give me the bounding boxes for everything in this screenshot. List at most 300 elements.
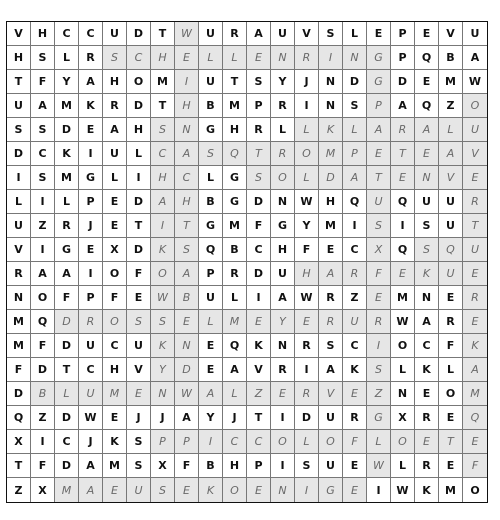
grid-cell[interactable]: P [79, 190, 103, 214]
grid-cell[interactable]: S [295, 454, 319, 478]
grid-cell[interactable]: Q [199, 238, 223, 262]
grid-cell[interactable]: G [319, 478, 343, 502]
grid-cell[interactable]: S [31, 118, 55, 142]
grid-cell[interactable]: A [175, 262, 199, 286]
grid-cell[interactable]: R [271, 358, 295, 382]
grid-cell[interactable]: X [391, 406, 415, 430]
grid-cell[interactable]: V [127, 358, 151, 382]
grid-cell[interactable]: C [79, 22, 103, 46]
grid-cell[interactable]: B [199, 190, 223, 214]
grid-cell[interactable]: E [247, 478, 271, 502]
grid-cell[interactable]: R [271, 142, 295, 166]
grid-cell[interactable]: D [7, 142, 31, 166]
grid-cell[interactable]: F [367, 262, 391, 286]
grid-cell[interactable]: M [223, 214, 247, 238]
grid-cell[interactable]: U [271, 22, 295, 46]
grid-cell[interactable]: L [199, 166, 223, 190]
grid-cell[interactable]: O [103, 310, 127, 334]
grid-cell[interactable]: A [319, 262, 343, 286]
grid-cell[interactable]: T [391, 142, 415, 166]
grid-cell[interactable]: U [463, 238, 487, 262]
grid-cell[interactable]: V [439, 22, 463, 46]
grid-cell[interactable]: Y [55, 70, 79, 94]
grid-cell[interactable]: I [31, 190, 55, 214]
grid-cell[interactable]: S [343, 94, 367, 118]
grid-cell[interactable]: F [439, 334, 463, 358]
grid-cell[interactable]: H [151, 46, 175, 70]
grid-cell[interactable]: N [415, 286, 439, 310]
grid-cell[interactable]: B [199, 454, 223, 478]
grid-cell[interactable]: E [319, 238, 343, 262]
grid-cell[interactable]: T [247, 142, 271, 166]
grid-cell[interactable]: F [55, 286, 79, 310]
grid-cell[interactable]: O [470, 483, 480, 497]
grid-cell[interactable]: Z [439, 94, 463, 118]
grid-cell[interactable]: O [271, 430, 295, 454]
grid-cell[interactable]: R [343, 406, 367, 430]
grid-cell[interactable]: P [151, 430, 175, 454]
grid-cell[interactable]: Z [31, 214, 55, 238]
grid-cell[interactable]: Z [247, 382, 271, 406]
grid-cell[interactable]: S [415, 238, 439, 262]
grid-cell[interactable]: S [31, 46, 55, 70]
grid-cell[interactable]: H [127, 118, 151, 142]
grid-cell[interactable]: R [55, 214, 79, 238]
grid-cell[interactable]: G [367, 70, 391, 94]
grid-cell[interactable]: B [199, 94, 223, 118]
grid-cell[interactable]: Q [415, 94, 439, 118]
grid-cell[interactable]: W [367, 454, 391, 478]
grid-cell[interactable]: O [391, 430, 415, 454]
grid-cell[interactable]: H [7, 46, 31, 70]
grid-cell[interactable]: C [415, 334, 439, 358]
grid-cell[interactable]: X [7, 430, 31, 454]
grid-cell[interactable]: P [247, 454, 271, 478]
grid-cell[interactable]: V [7, 238, 31, 262]
grid-cell[interactable]: K [151, 238, 175, 262]
grid-cell[interactable]: P [247, 94, 271, 118]
grid-cell[interactable]: L [295, 430, 319, 454]
grid-cell[interactable]: A [151, 190, 175, 214]
grid-cell[interactable]: H [103, 358, 127, 382]
grid-cell[interactable]: O [391, 334, 415, 358]
grid-cell[interactable]: A [31, 262, 55, 286]
grid-cell[interactable]: R [103, 94, 127, 118]
grid-cell[interactable]: K [415, 478, 439, 502]
grid-cell[interactable]: R [319, 310, 343, 334]
grid-cell[interactable]: M [151, 70, 175, 94]
grid-cell[interactable]: K [79, 94, 103, 118]
grid-cell[interactable]: A [55, 262, 79, 286]
grid-cell[interactable]: L [391, 454, 415, 478]
grid-cell[interactable]: P [391, 22, 415, 46]
grid-cell[interactable]: D [247, 262, 271, 286]
grid-cell[interactable]: A [175, 142, 199, 166]
grid-cell[interactable]: H [271, 238, 295, 262]
grid-cell[interactable]: G [367, 46, 391, 70]
grid-cell[interactable]: E [415, 382, 439, 406]
grid-cell[interactable]: F [103, 286, 127, 310]
grid-cell[interactable]: E [247, 46, 271, 70]
grid-cell[interactable]: E [247, 310, 271, 334]
grid-cell[interactable]: R [343, 262, 367, 286]
grid-cell[interactable]: E [391, 166, 415, 190]
grid-cell[interactable]: Q [343, 190, 367, 214]
grid-cell[interactable]: A [175, 406, 199, 430]
grid-cell[interactable]: F [295, 238, 319, 262]
grid-cell[interactable]: H [223, 454, 247, 478]
grid-cell[interactable]: R [463, 190, 487, 214]
grid-cell[interactable]: K [55, 142, 79, 166]
grid-cell[interactable]: K [199, 478, 223, 502]
grid-cell[interactable]: M [439, 70, 463, 94]
grid-cell[interactable]: S [319, 22, 343, 46]
grid-cell[interactable]: E [367, 142, 391, 166]
grid-cell[interactable]: O [223, 478, 247, 502]
grid-cell[interactable]: T [439, 430, 463, 454]
grid-cell[interactable]: S [127, 310, 151, 334]
grid-cell[interactable]: M [439, 478, 463, 502]
grid-cell[interactable]: M [223, 94, 247, 118]
grid-cell[interactable]: R [295, 382, 319, 406]
grid-cell[interactable]: L [391, 358, 415, 382]
grid-cell[interactable]: C [151, 142, 175, 166]
grid-cell[interactable]: Q [223, 334, 247, 358]
grid-cell[interactable]: H [223, 118, 247, 142]
grid-cell[interactable]: F [175, 454, 199, 478]
grid-cell[interactable]: I [367, 478, 391, 502]
grid-cell[interactable]: S [151, 118, 175, 142]
grid-cell[interactable]: P [79, 286, 103, 310]
grid-cell[interactable]: A [31, 94, 55, 118]
grid-cell[interactable]: Z [343, 286, 367, 310]
grid-cell[interactable]: W [463, 70, 487, 94]
grid-cell[interactable]: N [175, 334, 199, 358]
grid-cell[interactable]: E [463, 430, 487, 454]
grid-cell[interactable]: I [295, 94, 319, 118]
grid-cell[interactable]: E [199, 358, 223, 382]
grid-cell[interactable]: A [79, 454, 103, 478]
grid-cell[interactable]: D [7, 382, 31, 406]
grid-cell[interactable]: A [415, 310, 439, 334]
grid-cell[interactable]: N [271, 478, 295, 502]
grid-cell[interactable]: W [295, 190, 319, 214]
grid-cell[interactable]: H [295, 262, 319, 286]
grid-cell[interactable]: H [103, 70, 127, 94]
grid-cell[interactable]: I [31, 238, 55, 262]
grid-cell[interactable]: Q [223, 142, 247, 166]
grid-cell[interactable]: I [391, 214, 415, 238]
grid-cell[interactable]: E [439, 286, 463, 310]
grid-cell[interactable]: M [103, 454, 127, 478]
grid-cell[interactable]: A [223, 358, 247, 382]
grid-cell[interactable]: E [295, 310, 319, 334]
grid-cell[interactable]: Q [463, 406, 487, 430]
grid-cell[interactable]: C [127, 46, 151, 70]
grid-cell[interactable]: D [391, 70, 415, 94]
grid-cell[interactable]: I [31, 430, 55, 454]
grid-cell[interactable]: F [31, 70, 55, 94]
grid-cell[interactable]: L [439, 118, 463, 142]
grid-cell[interactable]: C [247, 430, 271, 454]
grid-cell[interactable]: C [79, 358, 103, 382]
grid-cell[interactable]: D [127, 238, 151, 262]
grid-cell[interactable]: I [79, 142, 103, 166]
grid-cell[interactable]: D [55, 118, 79, 142]
grid-cell[interactable]: A [463, 46, 487, 70]
grid-cell[interactable]: L [55, 190, 79, 214]
grid-cell[interactable]: K [247, 334, 271, 358]
grid-cell[interactable]: S [415, 214, 439, 238]
grid-cell[interactable]: S [127, 454, 151, 478]
grid-cell[interactable]: R [391, 118, 415, 142]
grid-cell[interactable]: N [343, 46, 367, 70]
grid-cell[interactable]: L [103, 166, 127, 190]
grid-cell[interactable]: Y [271, 310, 295, 334]
grid-cell[interactable]: A [343, 166, 367, 190]
grid-cell[interactable]: I [199, 430, 223, 454]
grid-cell[interactable]: L [271, 118, 295, 142]
grid-cell[interactable]: E [463, 310, 487, 334]
grid-cell[interactable]: P [367, 94, 391, 118]
grid-cell[interactable]: K [103, 430, 127, 454]
grid-cell[interactable]: I [295, 478, 319, 502]
grid-cell[interactable]: R [271, 94, 295, 118]
grid-cell[interactable]: S [103, 46, 127, 70]
grid-cell[interactable]: J [79, 214, 103, 238]
grid-cell[interactable]: O [439, 382, 463, 406]
grid-cell[interactable]: W [175, 382, 199, 406]
grid-cell[interactable]: K [415, 358, 439, 382]
grid-cell[interactable]: U [319, 454, 343, 478]
grid-cell[interactable]: E [343, 454, 367, 478]
grid-cell[interactable]: I [343, 214, 367, 238]
grid-cell[interactable]: E [175, 46, 199, 70]
grid-cell[interactable]: C [55, 22, 79, 46]
grid-cell[interactable]: E [127, 286, 151, 310]
grid-cell[interactable]: D [55, 406, 79, 430]
grid-cell[interactable]: W [151, 286, 175, 310]
grid-cell[interactable]: C [343, 334, 367, 358]
grid-cell[interactable]: E [199, 334, 223, 358]
grid-cell[interactable]: M [463, 382, 487, 406]
grid-cell[interactable]: W [175, 22, 199, 46]
grid-cell[interactable]: R [295, 46, 319, 70]
grid-cell[interactable]: O [463, 94, 487, 118]
grid-cell[interactable]: P [343, 142, 367, 166]
grid-cell[interactable]: N [391, 382, 415, 406]
grid-cell[interactable]: M [55, 478, 79, 502]
grid-cell[interactable]: F [247, 214, 271, 238]
grid-cell[interactable]: M [103, 382, 127, 406]
grid-cell[interactable]: E [175, 478, 199, 502]
grid-cell[interactable]: C [223, 430, 247, 454]
grid-cell[interactable]: E [415, 142, 439, 166]
grid-cell[interactable]: M [7, 310, 31, 334]
grid-cell[interactable]: O [151, 262, 175, 286]
grid-cell[interactable]: L [223, 382, 247, 406]
grid-cell[interactable]: L [223, 286, 247, 310]
grid-cell[interactable]: J [79, 430, 103, 454]
grid-cell[interactable]: G [55, 238, 79, 262]
grid-cell[interactable]: X [103, 238, 127, 262]
grid-cell[interactable]: I [271, 454, 295, 478]
grid-cell[interactable]: E [103, 406, 127, 430]
grid-cell[interactable]: U [199, 70, 223, 94]
grid-cell[interactable]: L [439, 358, 463, 382]
grid-cell[interactable]: M [319, 214, 343, 238]
grid-cell[interactable]: A [319, 358, 343, 382]
grid-cell[interactable]: S [199, 142, 223, 166]
grid-cell[interactable]: E [391, 262, 415, 286]
grid-cell[interactable]: G [271, 214, 295, 238]
grid-cell[interactable]: C [103, 334, 127, 358]
grid-cell[interactable]: T [151, 94, 175, 118]
grid-cell[interactable]: M [7, 334, 31, 358]
grid-cell[interactable]: U [79, 382, 103, 406]
grid-cell[interactable]: P [175, 430, 199, 454]
grid-cell[interactable]: T [367, 166, 391, 190]
grid-cell[interactable]: K [343, 358, 367, 382]
grid-cell[interactable]: O [295, 142, 319, 166]
grid-cell[interactable]: S [367, 214, 391, 238]
grid-cell[interactable]: U [463, 22, 487, 46]
grid-cell[interactable]: L [343, 22, 367, 46]
grid-cell[interactable]: U [439, 262, 463, 286]
grid-cell[interactable]: V [247, 358, 271, 382]
grid-cell[interactable]: U [7, 214, 31, 238]
grid-cell[interactable]: R [79, 310, 103, 334]
grid-cell[interactable]: W [79, 406, 103, 430]
grid-cell[interactable]: I [247, 286, 271, 310]
grid-cell[interactable]: M [391, 286, 415, 310]
grid-cell[interactable]: U [199, 286, 223, 310]
grid-cell[interactable]: M [319, 142, 343, 166]
grid-cell[interactable]: R [223, 22, 247, 46]
grid-cell[interactable]: C [247, 238, 271, 262]
grid-cell[interactable]: T [55, 358, 79, 382]
grid-cell[interactable]: Q [391, 190, 415, 214]
grid-cell[interactable]: K [463, 334, 487, 358]
grid-cell[interactable]: I [7, 166, 31, 190]
grid-cell[interactable]: S [151, 478, 175, 502]
grid-cell[interactable]: D [295, 406, 319, 430]
grid-cell[interactable]: M [55, 166, 79, 190]
grid-cell[interactable]: L [367, 430, 391, 454]
grid-cell[interactable]: R [247, 118, 271, 142]
grid-cell[interactable]: S [127, 430, 151, 454]
grid-cell[interactable]: G [367, 406, 391, 430]
grid-cell[interactable]: O [127, 70, 151, 94]
grid-cell[interactable]: N [271, 190, 295, 214]
grid-cell[interactable]: R [367, 310, 391, 334]
grid-cell[interactable]: E [415, 22, 439, 46]
grid-cell[interactable]: H [151, 166, 175, 190]
grid-cell[interactable]: K [415, 262, 439, 286]
grid-cell[interactable]: F [31, 454, 55, 478]
grid-cell[interactable]: V [439, 166, 463, 190]
grid-cell[interactable]: S [319, 334, 343, 358]
grid-cell[interactable]: R [415, 406, 439, 430]
grid-cell[interactable]: D [175, 358, 199, 382]
grid-cell[interactable]: F [343, 430, 367, 454]
grid-cell[interactable]: V [463, 142, 487, 166]
grid-cell[interactable]: D [319, 166, 343, 190]
grid-cell[interactable]: E [343, 478, 367, 502]
grid-cell[interactable]: I [127, 166, 151, 190]
grid-cell[interactable]: I [175, 70, 199, 94]
grid-cell[interactable]: Z [7, 478, 31, 502]
grid-cell[interactable]: M [55, 94, 79, 118]
grid-cell[interactable]: N [415, 166, 439, 190]
grid-cell[interactable]: S [31, 166, 55, 190]
grid-cell[interactable]: N [175, 118, 199, 142]
grid-cell[interactable]: R [223, 262, 247, 286]
grid-cell[interactable]: R [7, 262, 31, 286]
grid-cell[interactable]: D [127, 94, 151, 118]
grid-cell[interactable]: U [7, 94, 31, 118]
grid-cell[interactable]: M [223, 310, 247, 334]
grid-cell[interactable]: N [151, 382, 175, 406]
grid-cell[interactable]: K [319, 118, 343, 142]
grid-cell[interactable]: N [271, 334, 295, 358]
grid-cell[interactable]: Q [439, 238, 463, 262]
grid-cell[interactable]: U [415, 190, 439, 214]
grid-cell[interactable]: Y [295, 214, 319, 238]
grid-cell[interactable]: H [319, 190, 343, 214]
grid-cell[interactable]: U [127, 478, 151, 502]
grid-cell[interactable]: G [223, 166, 247, 190]
grid-cell[interactable]: S [247, 70, 271, 94]
grid-cell[interactable]: F [7, 358, 31, 382]
grid-cell[interactable]: L [199, 46, 223, 70]
grid-cell[interactable]: L [199, 310, 223, 334]
grid-cell[interactable]: N [319, 70, 343, 94]
grid-cell[interactable]: E [439, 406, 463, 430]
grid-cell[interactable]: R [295, 334, 319, 358]
grid-cell[interactable]: D [247, 190, 271, 214]
grid-cell[interactable]: D [55, 454, 79, 478]
grid-cell[interactable]: L [7, 190, 31, 214]
grid-cell[interactable]: B [439, 46, 463, 70]
grid-cell[interactable]: D [31, 358, 55, 382]
grid-cell[interactable]: K [151, 334, 175, 358]
grid-cell[interactable]: E [79, 118, 103, 142]
grid-cell[interactable]: G [79, 166, 103, 190]
grid-cell[interactable]: D [55, 334, 79, 358]
grid-cell[interactable]: A [415, 118, 439, 142]
grid-cell[interactable]: O [103, 262, 127, 286]
grid-cell[interactable]: S [247, 166, 271, 190]
grid-cell[interactable]: L [223, 46, 247, 70]
grid-cell[interactable]: B [31, 382, 55, 406]
grid-cell[interactable]: T [247, 406, 271, 430]
grid-cell[interactable]: E [175, 310, 199, 334]
grid-cell[interactable]: E [415, 430, 439, 454]
grid-cell[interactable]: P [391, 46, 415, 70]
grid-cell[interactable]: J [151, 406, 175, 430]
grid-cell[interactable]: C [31, 142, 55, 166]
grid-cell[interactable]: L [295, 166, 319, 190]
grid-cell[interactable]: Q [391, 238, 415, 262]
grid-cell[interactable]: I [367, 334, 391, 358]
grid-cell[interactable]: A [247, 22, 271, 46]
grid-cell[interactable]: A [271, 286, 295, 310]
grid-cell[interactable]: V [295, 22, 319, 46]
grid-cell[interactable]: C [175, 166, 199, 190]
grid-cell[interactable]: T [127, 214, 151, 238]
grid-cell[interactable]: E [127, 382, 151, 406]
